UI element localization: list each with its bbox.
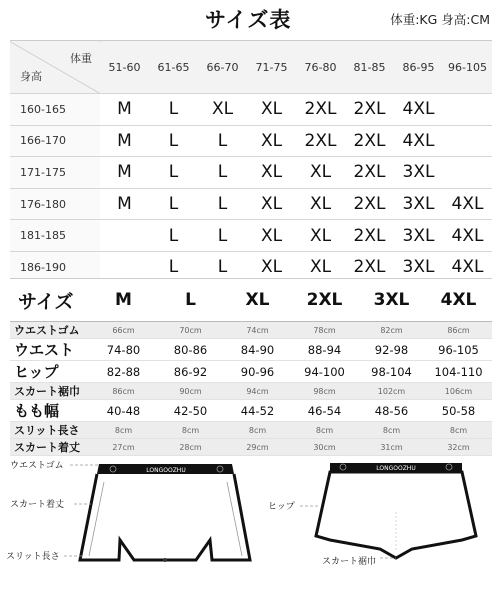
measurement-value: 90cm [157,383,224,400]
size-cell: XL [247,157,296,189]
measurement-label: もも幅 [10,400,90,422]
measurement-value: 84-90 [224,339,291,361]
size-cell: 4XL [394,94,443,126]
measurement-value: 32cm [425,439,492,456]
size-cell: 2XL [345,188,394,220]
measurement-value: 82cm [358,322,425,339]
size-cell: 2XL [296,94,345,126]
size-col-header: XL [224,279,291,322]
size-col-header: L [157,279,224,322]
weight-col-header: 51-60 [100,41,149,94]
measurement-label: スカート着丈 [10,439,90,456]
measurement-value: 80-86 [157,339,224,361]
size-cell: XL [296,188,345,220]
size-cell: 4XL [443,220,492,252]
waistband-label: ウエストゴム [10,461,64,471]
measurement-value: 82-88 [90,361,157,383]
header-corner-cell [10,41,100,94]
size-cell: M [100,94,149,126]
size-cell: XL [247,94,296,126]
size-row [10,125,492,157]
size-cell [100,220,149,252]
size-header-label: サイズ [10,279,90,322]
measurement-value: 86cm [90,383,157,400]
size-cell: 2XL [345,251,394,283]
size-cell: L [149,220,198,252]
measurement-value: 86-92 [157,361,224,383]
measurement-value: 104-110 [425,361,492,383]
size-col-header: M [90,279,157,322]
size-row [10,94,492,126]
measurement-value: 74cm [224,322,291,339]
size-cell: L [149,188,198,220]
measurement-label: ウエストゴム [10,322,90,339]
weight-col-header: 76-80 [296,41,345,94]
unit-note: 体重:KG 身高:CM [390,12,490,27]
measurement-row [10,339,492,361]
measurement-value: 74-80 [90,339,157,361]
measurement-value: 46-54 [291,400,358,422]
size-col-header: 3XL [358,279,425,322]
size-cell: M [100,125,149,157]
size-cell: 3XL [394,188,443,220]
measurement-value: 92-98 [358,339,425,361]
size-cell: M [100,157,149,189]
measurement-value: 70cm [157,322,224,339]
height-cell: 181-185 [10,220,100,252]
measurement-value: 40-48 [90,400,157,422]
measurement-table [10,278,492,456]
size-cell: 3XL [394,220,443,252]
measurement-value: 27cm [90,439,157,456]
size-cell: XL [247,125,296,157]
size-cell: 4XL [394,125,443,157]
size-cell [443,157,492,189]
size-cell: 2XL [345,94,394,126]
measurement-value: 8cm [425,422,492,439]
height-header: 身高 [20,70,42,83]
size-cell: XL [296,220,345,252]
weight-col-header: 86-95 [394,41,443,94]
measurement-label: ウエスト [10,339,90,361]
size-cell: 2XL [345,157,394,189]
measurement-value: 8cm [157,422,224,439]
weight-col-header: 71-75 [247,41,296,94]
size-cell: 3XL [394,157,443,189]
size-cell: L [149,251,198,283]
size-row [10,157,492,189]
height-cell: 160-165 [10,94,100,126]
weight-col-header: 61-65 [149,41,198,94]
height-cell: 186-190 [10,251,100,283]
size-cell: XL [247,188,296,220]
size-cell: 2XL [296,125,345,157]
size-cell [443,94,492,126]
measurement-row [10,383,492,400]
measurement-value: 98cm [291,383,358,400]
measurement-value: 8cm [358,422,425,439]
slit-length-label: スリット長さ [6,552,60,562]
size-cell: XL [247,251,296,283]
weight-col-header: 81-85 [345,41,394,94]
measurement-value: 90-96 [224,361,291,383]
measurement-value: 48-56 [358,400,425,422]
height-cell: 171-175 [10,157,100,189]
size-cell: 3XL [394,251,443,283]
page-title: サイズ表 [205,8,292,32]
front-view-shorts [80,464,250,562]
measurement-value: 88-94 [291,339,358,361]
measurement-value: 78cm [291,322,358,339]
measurement-value: 66cm [90,322,157,339]
measurement-row [10,322,492,339]
size-cell: XL [198,94,247,126]
measurement-value: 30cm [291,439,358,456]
size-cell: 2XL [345,220,394,252]
measurement-label: スカート裾巾 [10,383,90,400]
weight-col-header: 66-70 [198,41,247,94]
measurement-value: 42-50 [157,400,224,422]
size-cell: XL [296,251,345,283]
measurement-row [10,422,492,439]
size-cell: 4XL [443,251,492,283]
back-view-shorts [316,463,476,558]
measurement-value: 44-52 [224,400,291,422]
measurement-value: 8cm [90,422,157,439]
brand-label-right: LONGOOZHU [376,465,416,472]
measurement-label: ヒップ [10,361,90,383]
size-cell: XL [247,220,296,252]
skirt-length-label: スカート着丈 [10,500,65,510]
size-cell: L [198,251,247,283]
size-header-row [10,279,492,322]
measurement-label: スリット長さ [10,422,90,439]
size-cell: L [198,188,247,220]
measurement-value: 50-58 [425,400,492,422]
size-col-header: 4XL [425,279,492,322]
hem-width-label: スカート裾巾 [322,557,377,567]
measurement-value: 86cm [425,322,492,339]
weight-col-header: 96-105 [443,41,492,94]
size-cell: M [100,188,149,220]
hip-label: ヒップ [268,502,295,512]
measurement-row [10,400,492,422]
measurement-value: 102cm [358,383,425,400]
size-cell: L [149,125,198,157]
measurement-value: 98-104 [358,361,425,383]
measurement-value: 96-105 [425,339,492,361]
size-row [10,220,492,252]
measurement-value: 8cm [224,422,291,439]
measurement-value: 94cm [224,383,291,400]
measurement-value: 31cm [358,439,425,456]
size-cell [443,125,492,157]
measurement-value: 106cm [425,383,492,400]
weight-header: 体重 [70,52,92,65]
height-cell: 166-170 [10,125,100,157]
measurement-value: 94-100 [291,361,358,383]
size-col-header: 2XL [291,279,358,322]
size-cell: L [149,157,198,189]
size-row [10,188,492,220]
size-cell: L [198,157,247,189]
size-cell: 2XL [345,125,394,157]
size-cell: XL [296,157,345,189]
height-cell: 176-180 [10,188,100,220]
measurement-row [10,361,492,383]
size-recommendation-table [10,40,492,284]
size-cell: L [149,94,198,126]
garment-diagram [0,452,500,591]
size-cell: L [198,220,247,252]
size-cell: 4XL [443,188,492,220]
measurement-value: 8cm [291,422,358,439]
measurement-value: 28cm [157,439,224,456]
measurement-value: 29cm [224,439,291,456]
size-cell: L [198,125,247,157]
brand-label-left: LONGOOZHU [146,467,186,474]
